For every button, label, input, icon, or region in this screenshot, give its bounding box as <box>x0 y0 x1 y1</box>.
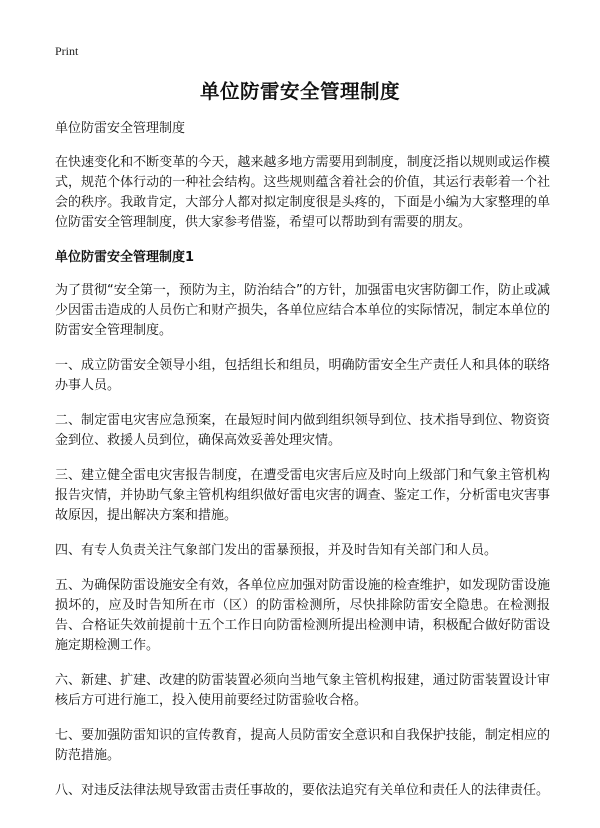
intro-paragraph: 在快速变化和不断变革的今天，越来越多地方需要用到制度，制度泛指以规则或运作模式，规范个体行动的一种社会结构。这些规则蕴含着社会的价值，其运行表彰着一个社会的秩序。我敢肯定，大部分人都对拟定制度很是头疼的，下面是小编为大家整理的单位防雷安全管理制度，供大家参考借鉴，希望可以帮助到有需要的朋友。 <box>55 155 550 230</box>
body-paragraph: 八、对违反法律法规导致雷击责任事故的，要依法追究有关单位和责任人的法律责任。 <box>55 783 550 798</box>
document-subtitle: 单位防雷安全管理制度 <box>55 121 186 136</box>
section-heading: 单位防雷安全管理制度1 <box>55 250 195 265</box>
body-paragraph: 四、有专人负责关注气象部门发出的雷暴预报，并及时告知有关部门和人员。 <box>55 543 498 558</box>
document-body <box>55 119 550 816</box>
print-link[interactable]: Print <box>55 44 79 58</box>
body-paragraph: 六、新建、扩建、改建的防雷装置必须向当地气象主管机构报建，通过防雷装置设计审核后方可进行施工，投入使用前要经过防雷验收合格。 <box>55 673 550 708</box>
body-paragraph: 为了贯彻“安全第一，预防为主，防治结合”的方针，加强雷电灾害防御工作，防止或减少因雷击造成的人员伤亡和财产损失，各单位应结合本单位的实际情况，制定本单位的防雷安全管理制度。 <box>55 283 550 338</box>
body-paragraph: 五、为确保防雷设施安全有效，各单位应加强对防雷设施的检查维护，如发现防雷设施损坏的，应及时告知所在市（区）的防雷检测所，尽快排除防雷安全隐患。在检测报告、合格证失效前提前十五个工作日向防雷检测所提出检测申请，积极配合做好防雷设施定期检测工作。 <box>55 578 550 653</box>
body-paragraph: 七、要加强防雷知识的宣传教育，提高人员防雷安全意识和自我保护技能，制定相应的防范措施。 <box>55 728 550 763</box>
body-paragraph: 二、制定雷电灾害应急预案，在最短时间内做到组织领导到位、技术指导到位、物资资金到位、救援人员到位，确保高效妥善处理灾情。 <box>55 413 550 448</box>
body-paragraph: 一、成立防雷安全领导小组，包括组长和组员，明确防雷安全生产责任人和具体的联络办事人员。 <box>55 358 550 393</box>
body-paragraph: 三、建立健全雷电灾害报告制度，在遭受雷电灾害后应及时向上级部门和气象主管机构报告灾情，并协助气象主管机构组织做好雷电灾害的调查、鉴定工作，分析雷电灾害事故原因，提出解决方案和措施。 <box>55 468 550 523</box>
page-title: 单位防雷安全管理制度 <box>199 80 400 103</box>
